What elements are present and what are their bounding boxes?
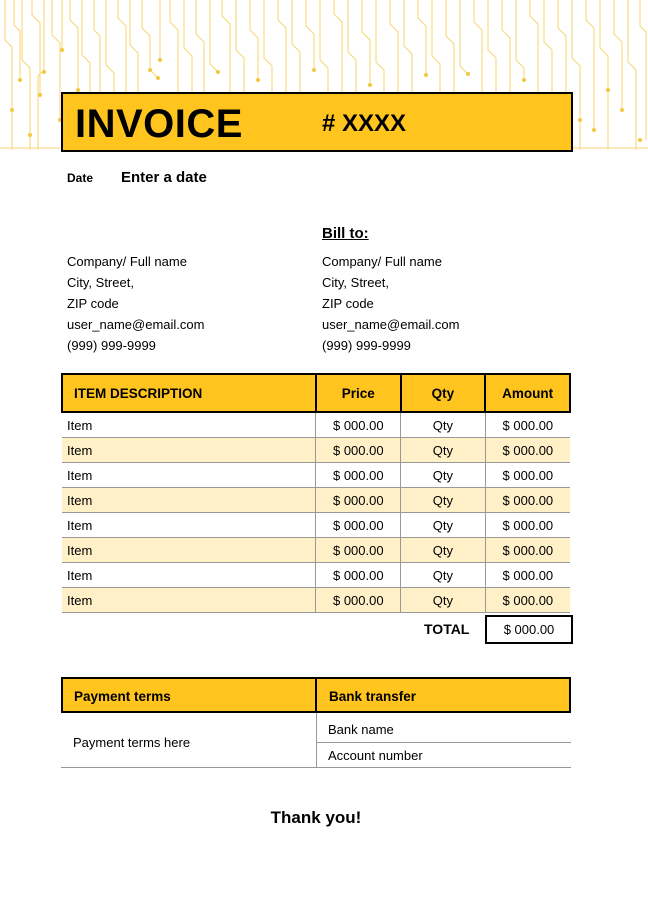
qty-cell[interactable]: Qty: [401, 463, 486, 488]
item-cell[interactable]: Item: [62, 488, 316, 513]
payment-bottom-rule: [61, 767, 571, 768]
bank-transfer-heading: Bank transfer: [315, 677, 571, 713]
items-table: [61, 373, 571, 613]
bill-to-heading: Bill to:: [322, 225, 369, 242]
table-row: [62, 488, 570, 513]
qty-cell[interactable]: Qty: [401, 513, 486, 538]
amount-cell[interactable]: $ 000.00: [485, 538, 570, 563]
recipient-address: [322, 251, 459, 356]
item-cell[interactable]: Item: [62, 412, 316, 438]
date-label: Date: [67, 171, 94, 185]
price-cell[interactable]: $ 000.00: [316, 488, 401, 513]
table-row: [62, 438, 570, 463]
recipient-phone[interactable]: (999) 999-9999: [322, 338, 411, 353]
recipient-company[interactable]: Company/ Full name: [322, 254, 442, 269]
amount-cell[interactable]: $ 000.00: [485, 513, 570, 538]
item-cell[interactable]: Item: [62, 538, 316, 563]
table-row: [62, 513, 570, 538]
amount-cell[interactable]: $ 000.00: [485, 463, 570, 488]
amount-cell[interactable]: $ 000.00: [485, 488, 570, 513]
sender-company[interactable]: Company/ Full name: [67, 254, 187, 269]
total-value[interactable]: $ 000.00: [485, 615, 573, 644]
items-header-row: [62, 374, 570, 412]
qty-cell[interactable]: Qty: [401, 588, 486, 613]
col-qty: Qty: [401, 374, 486, 412]
payment-terms-heading: Payment terms: [61, 677, 317, 713]
amount-cell[interactable]: $ 000.00: [485, 438, 570, 463]
table-row: [62, 463, 570, 488]
price-cell[interactable]: $ 000.00: [316, 563, 401, 588]
col-amount: Amount: [485, 374, 570, 412]
qty-cell[interactable]: Qty: [401, 488, 486, 513]
qty-cell[interactable]: Qty: [401, 438, 486, 463]
table-row: [62, 563, 570, 588]
price-cell[interactable]: $ 000.00: [316, 588, 401, 613]
recipient-city-street[interactable]: City, Street,: [322, 275, 389, 290]
recipient-zip[interactable]: ZIP code: [322, 296, 374, 311]
item-cell[interactable]: Item: [62, 438, 316, 463]
qty-cell[interactable]: Qty: [401, 412, 486, 438]
invoice-number[interactable]: # XXXX: [322, 110, 407, 137]
price-cell[interactable]: $ 000.00: [316, 438, 401, 463]
amount-cell[interactable]: $ 000.00: [485, 588, 570, 613]
item-cell[interactable]: Item: [62, 463, 316, 488]
price-cell[interactable]: $ 000.00: [316, 412, 401, 438]
sender-address: [67, 251, 204, 356]
item-cell[interactable]: Item: [62, 563, 316, 588]
amount-cell[interactable]: $ 000.00: [485, 563, 570, 588]
table-row: [62, 538, 570, 563]
invoice-header-bar: [61, 92, 573, 152]
sender-phone[interactable]: (999) 999-9999: [67, 338, 156, 353]
price-cell[interactable]: $ 000.00: [316, 463, 401, 488]
table-row: [62, 412, 570, 438]
bank-name-field[interactable]: Bank name: [328, 722, 394, 737]
price-cell[interactable]: $ 000.00: [316, 538, 401, 563]
payment-terms-text[interactable]: Payment terms here: [73, 735, 191, 750]
account-number-field[interactable]: Account number: [328, 748, 423, 763]
col-item-description: ITEM DESCRIPTION: [62, 374, 316, 412]
item-cell[interactable]: Item: [62, 588, 316, 613]
qty-cell[interactable]: Qty: [401, 563, 486, 588]
qty-cell[interactable]: Qty: [401, 538, 486, 563]
sender-email[interactable]: user_name@email.com: [67, 317, 205, 332]
total-label: TOTAL: [424, 621, 470, 637]
table-row: [62, 588, 570, 613]
amount-cell[interactable]: $ 000.00: [485, 412, 570, 438]
sender-city-street[interactable]: City, Street,: [67, 275, 134, 290]
price-cell[interactable]: $ 000.00: [316, 513, 401, 538]
payment-divider: [316, 713, 317, 767]
thank-you-note: Thank you!: [270, 808, 362, 827]
bank-row-divider: [317, 742, 571, 743]
recipient-email[interactable]: user_name@email.com: [322, 317, 460, 332]
sender-zip[interactable]: ZIP code: [67, 296, 119, 311]
date-field[interactable]: Enter a date: [121, 169, 207, 186]
col-price: Price: [316, 374, 401, 412]
invoice-title: INVOICE: [75, 102, 243, 146]
item-cell[interactable]: Item: [62, 513, 316, 538]
